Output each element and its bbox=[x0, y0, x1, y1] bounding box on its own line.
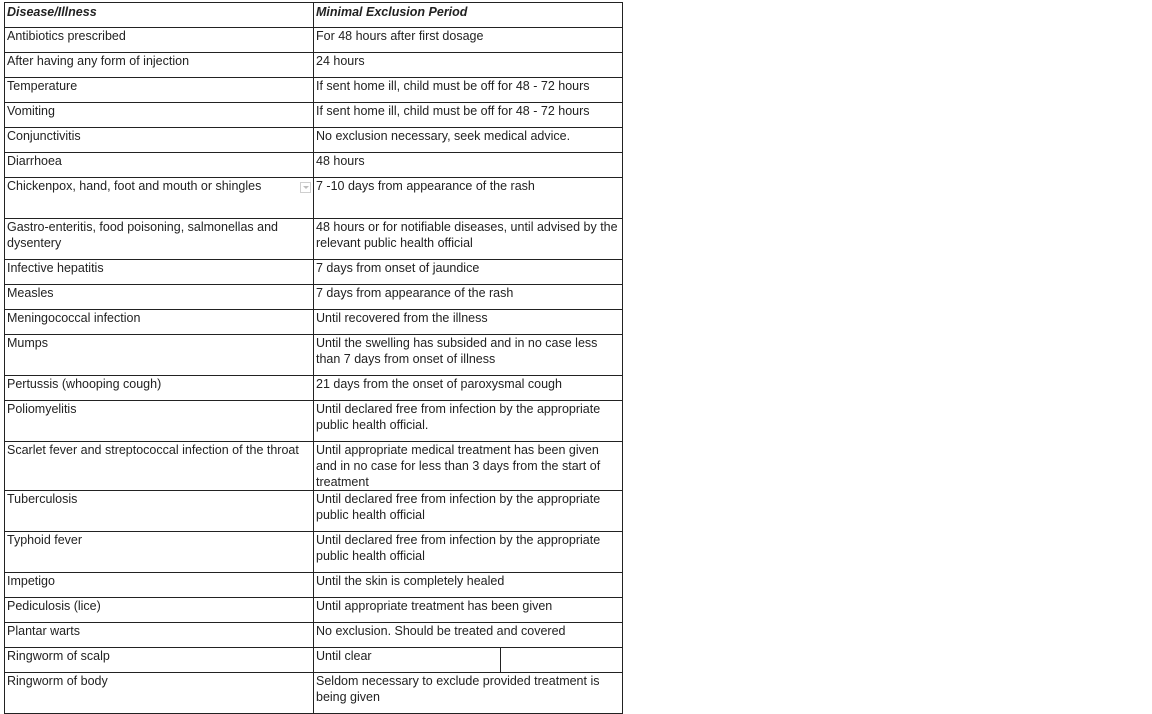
header-exclusion-period[interactable]: Minimal Exclusion Period bbox=[314, 3, 623, 28]
disease-cell[interactable]: Ringworm of body bbox=[5, 673, 314, 714]
chevron-down-icon[interactable] bbox=[300, 182, 311, 193]
table-row bbox=[5, 53, 623, 78]
table-row bbox=[5, 401, 623, 442]
disease-cell[interactable]: Plantar warts bbox=[5, 623, 314, 648]
disease-cell[interactable]: After having any form of injection bbox=[5, 53, 314, 78]
disease-cell[interactable]: Antibiotics prescribed bbox=[5, 28, 314, 53]
exclusion-table bbox=[4, 2, 623, 714]
period-cell[interactable]: 21 days from the onset of paroxysmal cough bbox=[314, 376, 623, 401]
period-cell[interactable]: Until the swelling has subsided and in no case less than 7 days from onset of illness bbox=[314, 335, 623, 376]
split-cell bbox=[314, 648, 622, 672]
table-row bbox=[5, 648, 623, 673]
table-row bbox=[5, 153, 623, 178]
disease-cell[interactable]: Tuberculosis bbox=[5, 491, 314, 532]
header-disease[interactable]: Disease/Illness bbox=[5, 3, 314, 28]
period-cell[interactable]: Seldom necessary to exclude provided treatment is being given bbox=[314, 673, 623, 714]
table-row bbox=[5, 28, 623, 53]
disease-cell[interactable]: Mumps bbox=[5, 335, 314, 376]
period-cell[interactable]: 7 days from appearance of the rash bbox=[314, 285, 623, 310]
disease-cell[interactable]: Diarrhoea bbox=[5, 153, 314, 178]
disease-cell[interactable]: Pertussis (whooping cough) bbox=[5, 376, 314, 401]
table-row bbox=[5, 623, 623, 648]
table-row bbox=[5, 335, 623, 376]
table-row bbox=[5, 310, 623, 335]
disease-cell[interactable]: Measles bbox=[5, 285, 314, 310]
disease-cell[interactable]: Scarlet fever and streptococcal infection of the throat bbox=[5, 442, 314, 491]
disease-cell[interactable]: Vomiting bbox=[5, 103, 314, 128]
period-cell[interactable]: If sent home ill, child must be off for 48 - 72 hours bbox=[314, 78, 623, 103]
disease-cell[interactable]: Temperature bbox=[5, 78, 314, 103]
table-row bbox=[5, 78, 623, 103]
empty-cell[interactable] bbox=[501, 648, 622, 672]
table-row bbox=[5, 376, 623, 401]
table-header-row bbox=[5, 3, 623, 28]
table-row bbox=[5, 442, 623, 491]
period-cell[interactable]: Until the skin is completely healed bbox=[314, 573, 623, 598]
period-cell[interactable]: Until appropriate medical treatment has been given and in no case for less than 3 days from the start of treatment bbox=[314, 442, 623, 491]
period-cell[interactable]: No exclusion necessary, seek medical advice. bbox=[314, 128, 623, 153]
period-cell-split bbox=[314, 648, 623, 673]
table-row bbox=[5, 128, 623, 153]
disease-cell[interactable]: Meningococcal infection bbox=[5, 310, 314, 335]
period-cell[interactable]: 24 hours bbox=[314, 53, 623, 78]
disease-cell-active[interactable] bbox=[5, 178, 314, 219]
period-cell[interactable]: No exclusion. Should be treated and covered bbox=[314, 623, 623, 648]
period-cell[interactable]: 48 hours bbox=[314, 153, 623, 178]
period-cell[interactable]: 48 hours or for notifiable diseases, until advised by the relevant public health official bbox=[314, 219, 623, 260]
period-cell[interactable]: Until declared free from infection by the appropriate public health official. bbox=[314, 401, 623, 442]
table-row bbox=[5, 285, 623, 310]
disease-cell[interactable]: Impetigo bbox=[5, 573, 314, 598]
table-row bbox=[5, 260, 623, 285]
period-cell[interactable]: 7 -10 days from appearance of the rash bbox=[314, 178, 623, 219]
table-row bbox=[5, 491, 623, 532]
disease-cell[interactable]: Pediculosis (lice) bbox=[5, 598, 314, 623]
table-row bbox=[5, 219, 623, 260]
table-row bbox=[5, 573, 623, 598]
disease-cell[interactable]: Gastro-enteritis, food poisoning, salmonellas and dysentery bbox=[5, 219, 314, 260]
period-cell[interactable]: Until recovered from the illness bbox=[314, 310, 623, 335]
text-cursor bbox=[5, 179, 6, 194]
table-row bbox=[5, 178, 623, 219]
disease-cell[interactable]: Conjunctivitis bbox=[5, 128, 314, 153]
table-row bbox=[5, 532, 623, 573]
disease-cell[interactable]: Ringworm of scalp bbox=[5, 648, 314, 673]
disease-cell[interactable]: Poliomyelitis bbox=[5, 401, 314, 442]
period-cell[interactable]: Until declared free from infection by the appropriate public health official bbox=[314, 532, 623, 573]
period-cell[interactable]: For 48 hours after first dosage bbox=[314, 28, 623, 53]
disease-cell[interactable]: Infective hepatitis bbox=[5, 260, 314, 285]
period-cell[interactable]: 7 days from onset of jaundice bbox=[314, 260, 623, 285]
period-cell[interactable]: If sent home ill, child must be off for 48 - 72 hours bbox=[314, 103, 623, 128]
disease-cell[interactable]: Typhoid fever bbox=[5, 532, 314, 573]
period-cell[interactable]: Until clear bbox=[314, 648, 501, 672]
table-row bbox=[5, 673, 623, 714]
disease-cell-text: Chickenpox, hand, foot and mouth or shingles bbox=[7, 179, 262, 193]
period-cell[interactable]: Until declared free from infection by the appropriate public health official bbox=[314, 491, 623, 532]
table-row bbox=[5, 103, 623, 128]
table-row bbox=[5, 598, 623, 623]
period-cell[interactable]: Until appropriate treatment has been given bbox=[314, 598, 623, 623]
